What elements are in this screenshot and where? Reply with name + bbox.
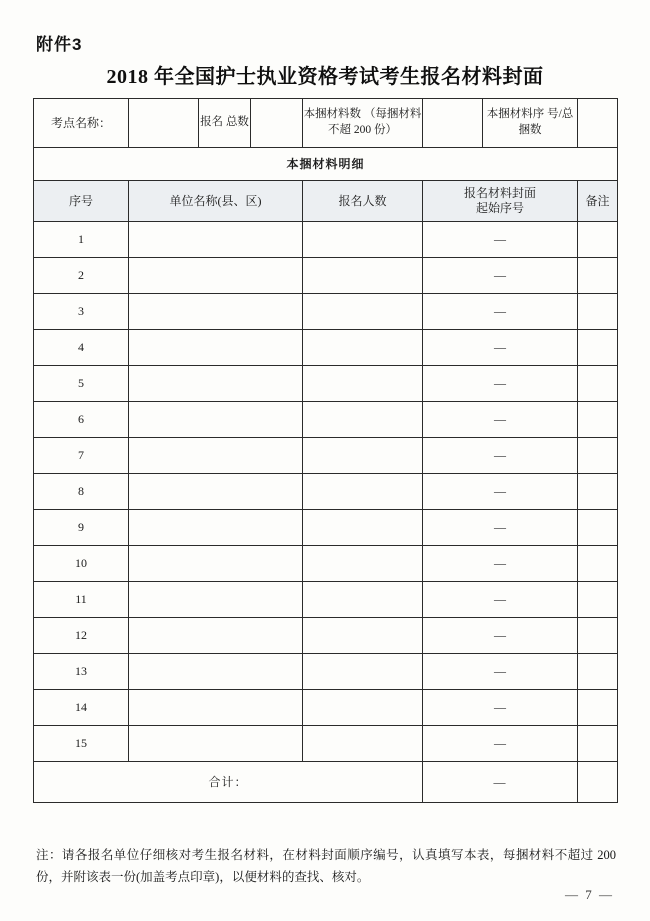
- row-remark[interactable]: [578, 294, 618, 330]
- row-count[interactable]: [303, 726, 423, 762]
- row-remark[interactable]: [578, 474, 618, 510]
- total-count-label-line1: 报名: [200, 116, 224, 129]
- row-start-no[interactable]: —: [423, 366, 578, 402]
- section-title-row: [34, 148, 618, 181]
- row-index: 7: [34, 438, 129, 474]
- bundle-count-line2: （每捆材料: [363, 108, 422, 121]
- column-header-row: [34, 181, 618, 222]
- table-row: [34, 222, 618, 258]
- row-start-no[interactable]: —: [423, 582, 578, 618]
- attachment-label: 附件3: [36, 35, 83, 54]
- row-start-no[interactable]: —: [423, 438, 578, 474]
- row-remark[interactable]: [578, 258, 618, 294]
- row-index: 5: [34, 366, 129, 402]
- row-unit[interactable]: [129, 438, 303, 474]
- row-remark[interactable]: [578, 222, 618, 258]
- total-start-no[interactable]: —: [423, 762, 578, 803]
- row-remark[interactable]: [578, 546, 618, 582]
- table-row: [34, 582, 618, 618]
- row-index: 13: [34, 654, 129, 690]
- row-index: 10: [34, 546, 129, 582]
- row-start-no[interactable]: —: [423, 330, 578, 366]
- row-unit[interactable]: [129, 330, 303, 366]
- row-remark[interactable]: [578, 510, 618, 546]
- row-remark[interactable]: [578, 366, 618, 402]
- row-index: 3: [34, 294, 129, 330]
- row-count[interactable]: [303, 546, 423, 582]
- table-row: [34, 510, 618, 546]
- column-header-start-no-line2: 起始序号: [475, 201, 524, 215]
- total-count-label: [199, 99, 251, 148]
- row-count[interactable]: [303, 618, 423, 654]
- row-remark[interactable]: [578, 582, 618, 618]
- row-count[interactable]: [303, 366, 423, 402]
- exam-site-label: 考点名称：: [34, 99, 129, 148]
- form-table: [33, 98, 618, 803]
- row-start-no[interactable]: —: [423, 546, 578, 582]
- row-count[interactable]: [303, 510, 423, 546]
- bundle-sequence-label: [483, 99, 578, 148]
- column-header-index: 序号: [34, 181, 129, 222]
- row-index: 9: [34, 510, 129, 546]
- registration-cover-form: [33, 98, 617, 803]
- row-remark[interactable]: [578, 618, 618, 654]
- column-header-start-no: [423, 181, 578, 222]
- row-unit[interactable]: [129, 222, 303, 258]
- bundle-sequence-line1: 本捆材料序: [486, 108, 545, 121]
- table-row: [34, 330, 618, 366]
- row-unit[interactable]: [129, 258, 303, 294]
- row-unit[interactable]: [129, 546, 303, 582]
- row-remark[interactable]: [578, 726, 618, 762]
- row-remark[interactable]: [578, 330, 618, 366]
- row-count[interactable]: [303, 294, 423, 330]
- row-index: 11: [34, 582, 129, 618]
- row-unit[interactable]: [129, 474, 303, 510]
- row-unit[interactable]: [129, 654, 303, 690]
- total-label: 合计：: [34, 762, 423, 803]
- row-count[interactable]: [303, 222, 423, 258]
- row-start-no[interactable]: —: [423, 474, 578, 510]
- table-row: [34, 726, 618, 762]
- row-index: 1: [34, 222, 129, 258]
- table-row: [34, 438, 618, 474]
- row-remark[interactable]: [578, 402, 618, 438]
- table-row: [34, 474, 618, 510]
- row-unit[interactable]: [129, 402, 303, 438]
- row-count[interactable]: [303, 438, 423, 474]
- row-start-no[interactable]: —: [423, 726, 578, 762]
- table-row: [34, 546, 618, 582]
- row-unit[interactable]: [129, 294, 303, 330]
- page-number: — 7 —: [565, 887, 614, 902]
- header-row: [34, 99, 618, 148]
- row-index: 12: [34, 618, 129, 654]
- row-count[interactable]: [303, 654, 423, 690]
- row-count[interactable]: [303, 474, 423, 510]
- row-count[interactable]: [303, 690, 423, 726]
- row-start-no[interactable]: —: [423, 294, 578, 330]
- row-index: 2: [34, 258, 129, 294]
- row-unit[interactable]: [129, 618, 303, 654]
- row-remark[interactable]: [578, 690, 618, 726]
- row-unit[interactable]: [129, 690, 303, 726]
- row-start-no[interactable]: —: [423, 258, 578, 294]
- row-start-no[interactable]: —: [423, 654, 578, 690]
- table-row: [34, 654, 618, 690]
- row-index: 4: [34, 330, 129, 366]
- row-index: 15: [34, 726, 129, 762]
- column-header-start-no-line1: 报名材料封面: [463, 186, 536, 200]
- bundle-count-value[interactable]: [423, 99, 483, 148]
- page-title: 2018 年全国护士执业资格考试考生报名材料封面: [106, 66, 544, 88]
- exam-site-value[interactable]: [129, 99, 199, 148]
- table-row: [34, 258, 618, 294]
- table-row: [34, 618, 618, 654]
- table-row: [34, 294, 618, 330]
- footnote: 注：请各报名单位仔细核对考生报名材料，在材料封面顺序编号，认真填写本表，每捆材料不超过 200 份，并附该表一份(加盖考点印章)，以便材料的查找、核对。: [36, 848, 616, 884]
- row-index: 6: [34, 402, 129, 438]
- total-count-value[interactable]: [251, 99, 303, 148]
- total-count-label-line2: 总数: [225, 116, 249, 129]
- bundle-count-line1: 本捆材料数: [303, 108, 362, 121]
- row-count[interactable]: [303, 582, 423, 618]
- row-start-no[interactable]: —: [423, 690, 578, 726]
- row-remark[interactable]: [578, 438, 618, 474]
- bundle-count-label: [303, 99, 423, 148]
- row-start-no[interactable]: —: [423, 222, 578, 258]
- total-row: [34, 762, 618, 803]
- row-remark[interactable]: [578, 654, 618, 690]
- row-unit[interactable]: [129, 366, 303, 402]
- row-start-no[interactable]: —: [423, 618, 578, 654]
- row-unit[interactable]: [129, 582, 303, 618]
- row-count[interactable]: [303, 330, 423, 366]
- row-unit[interactable]: [129, 726, 303, 762]
- table-row: [34, 366, 618, 402]
- bundle-sequence-value[interactable]: [578, 99, 618, 148]
- row-unit[interactable]: [129, 510, 303, 546]
- row-index: 8: [34, 474, 129, 510]
- table-row: [34, 690, 618, 726]
- bundle-sequence-line2: 号/总捆数: [518, 108, 574, 136]
- row-start-no[interactable]: —: [423, 402, 578, 438]
- table-row: [34, 402, 618, 438]
- row-start-no[interactable]: —: [423, 510, 578, 546]
- column-header-remark: 备注: [578, 181, 618, 222]
- row-count[interactable]: [303, 402, 423, 438]
- section-title: 本捆材料明细: [34, 148, 618, 181]
- row-index: 14: [34, 690, 129, 726]
- bundle-count-line3: 不超 200 份）: [328, 124, 397, 136]
- column-header-count: 报名人数: [303, 181, 423, 222]
- column-header-unit: 单位名称(县、区): [129, 181, 303, 222]
- total-remark[interactable]: [578, 762, 618, 803]
- row-count[interactable]: [303, 258, 423, 294]
